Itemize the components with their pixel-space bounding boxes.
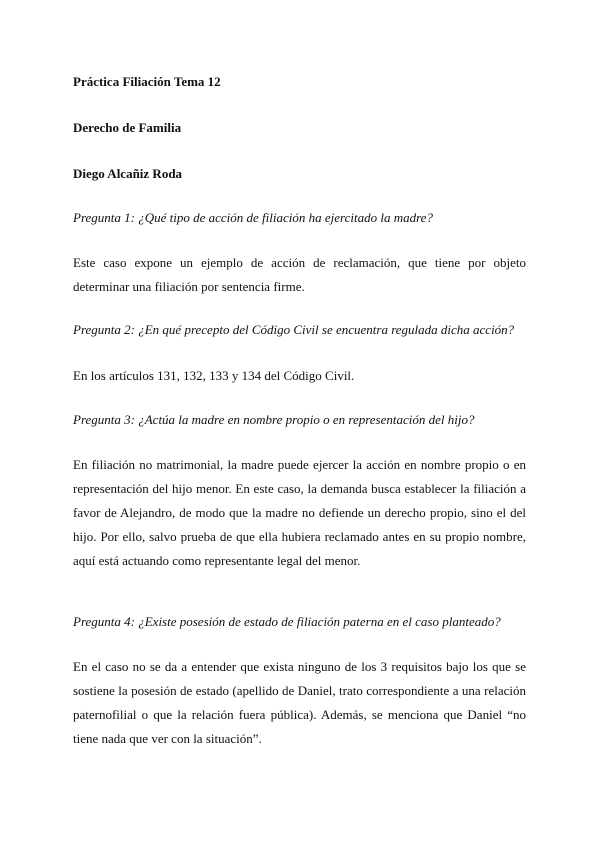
question-2: Pregunta 2: ¿En qué precepto del Código Civil se encuentra regulada dicha acción? [73, 322, 515, 337]
answer-2: En los artículos 131, 132, 133 y 134 del Código Civil. [73, 368, 355, 383]
answer-1: Este caso expone un ejemplo de acción de reclamación, que tiene por objeto determinar una filiación por sentencia firme. [73, 255, 526, 294]
question-3: Pregunta 3: ¿Actúa la madre en nombre propio o en representación del hijo? [73, 412, 475, 427]
document-subject: Derecho de Familia [73, 120, 182, 135]
question-1: Pregunta 1: ¿Qué tipo de acción de filiación ha ejercitado la madre? [73, 210, 433, 225]
answer-4: En el caso no se da a entender que exista ninguno de los 3 requisitos bajo los que se sostiene la posesión de estado (apellido de Daniel, trato correspondiente a una relación paternofilial o que la relación fuera pública). Además, se menciona que Daniel “no tiene nada que ver con la situación”. [73, 659, 526, 746]
question-4: Pregunta 4: ¿Existe posesión de estado de filiación paterna en el caso planteado? [73, 614, 501, 629]
answer-3: En filiación no matrimonial, la madre puede ejercer la acción en nombre propio o en representación del hijo menor. En este caso, la demanda busca establecer la filiación a favor de Alejandro, de modo que la madre no defiende un derecho propio, sino el del hijo. Por ello, salvo prueba de que ella hubiera reclamado antes en su propio nombre, aquí está actuando como representante legal del menor. [73, 457, 526, 568]
document-author: Diego Alcañiz Roda [73, 166, 183, 181]
document-title: Práctica Filiación Tema 12 [73, 74, 221, 89]
